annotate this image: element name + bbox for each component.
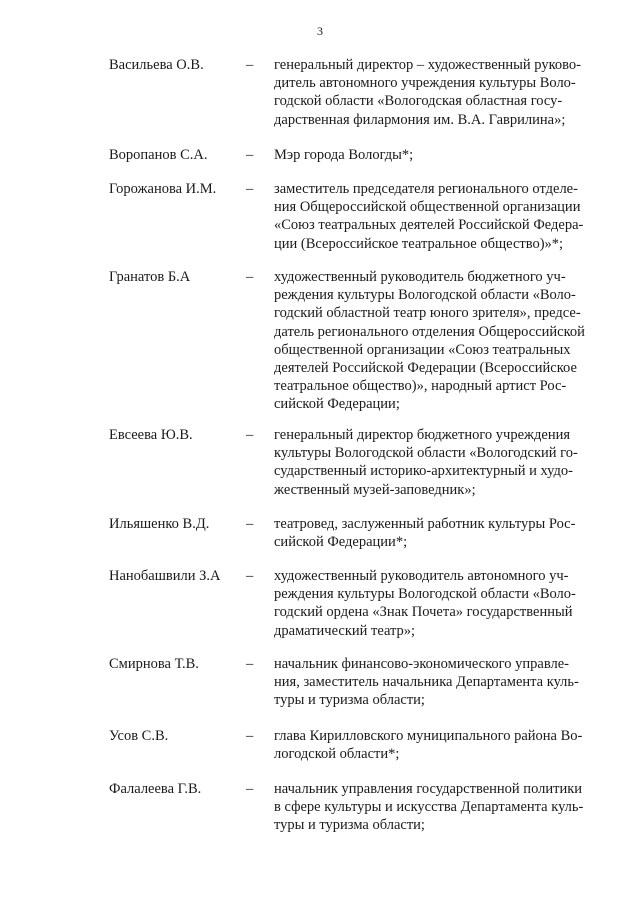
member-name: Ильяшенко В.Д. [109, 516, 210, 532]
member-role: художественный руководитель автономного уч- реждения культуры Вологодской области «Воло- годский ордена «Знак Почета» государственный драматический театр»; [274, 568, 576, 639]
member-role: генеральный директор – художественный руково- дитель автономного учреждения культуры Воло- годской области «Вологодская областная госу- дарственная филармония им. В.А. Гаврилина»; [274, 57, 581, 128]
member-role: начальник управления государственной политики в сфере культуры и искусства Департамента куль- туры и туризма области; [274, 781, 584, 834]
dash-separator: – [246, 656, 254, 672]
dash-separator: – [246, 57, 254, 73]
member-role: Мэр города Вологды*; [274, 147, 414, 163]
member-role: театровед, заслуженный работник культуры Рос- сийской Федерации*; [274, 516, 576, 551]
member-name: Фалалеева Г.В. [109, 781, 202, 797]
member-role: глава Кирилловского муниципального района Во- логодской области*; [274, 728, 583, 763]
page-number: 3 [317, 24, 323, 38]
member-name: Евсеева Ю.В. [109, 427, 193, 443]
dash-separator: – [246, 728, 254, 744]
member-role: генеральный директор бюджетного учреждения культуры Вологодской области «Вологодский го- сударственный историко-архитектурный и худо- жественный музей-заповедник»; [274, 427, 578, 498]
member-name: Усов С.В. [109, 728, 169, 744]
dash-separator: – [246, 516, 254, 532]
dash-separator: – [246, 147, 254, 163]
member-name: Васильева О.В. [109, 57, 204, 73]
member-name: Горожанова И.М. [109, 181, 217, 197]
dash-separator: – [246, 181, 254, 197]
dash-separator: – [246, 781, 254, 797]
member-name: Нанобашвили З.А [109, 568, 221, 584]
member-role: художественный руководитель бюджетного уч- реждения культуры Вологодской области «Воло- годский областной театр юного зрителя», предсе- датель регионального отделения Общероссийской общественной организации «Союз театральных деятелей Российской Федерации (Всероссийское театральное общество)», народный артист Рос- сийской Федерации; [274, 269, 585, 413]
dash-separator: – [246, 568, 254, 584]
member-name: Смирнова Т.В. [109, 656, 199, 672]
member-name: Гранатов Б.А [109, 269, 191, 285]
member-name: Воропанов С.А. [109, 147, 208, 163]
member-role: заместитель председателя регионального отделе- ния Общероссийской общественной организации «Союз театральных деятелей Российской Федера- ции (Всероссийское театральное общество)»*; [274, 181, 584, 252]
member-role: начальник финансово-экономического управле- ния, заместитель начальника Департамента куль- туры и туризма области; [274, 656, 579, 709]
dash-separator: – [246, 427, 254, 443]
dash-separator: – [246, 269, 254, 285]
